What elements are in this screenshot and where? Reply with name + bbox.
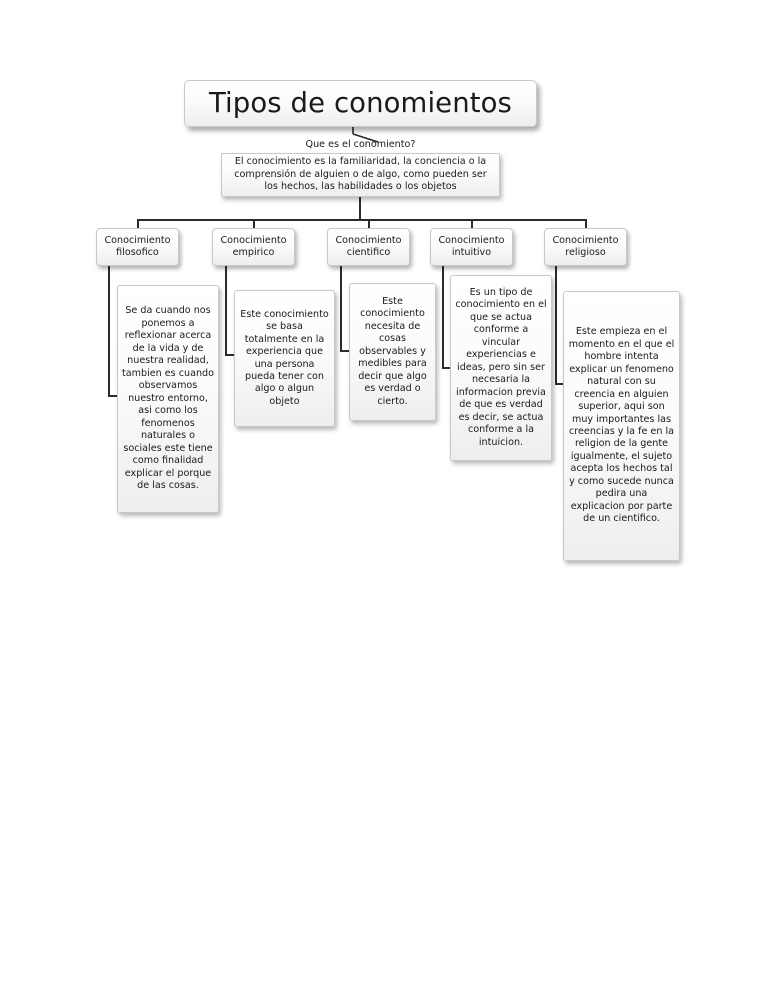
category-node-cientifico[interactable] xyxy=(327,228,410,266)
connector-elbow-v-cientifico xyxy=(340,266,342,352)
detail-node-intuitivo[interactable] xyxy=(450,275,552,461)
root-definition-box[interactable] xyxy=(221,153,500,197)
detail-text-intuitivo: Es un tipo de conocimiento en el que se actua conforme a vincular experiencias e ideas, pero sin ser necesaria la informacion previa de que es verdad es decir, se actua conforme a la intuicion. xyxy=(455,286,547,448)
category-node-empirico[interactable] xyxy=(212,228,295,266)
category-node-religioso[interactable] xyxy=(544,228,627,266)
connector-distribution-bar xyxy=(137,219,585,221)
diagram-title-text: Tipos de conomientos xyxy=(209,87,512,120)
connector-elbow-v-religioso xyxy=(555,266,557,385)
detail-node-religioso[interactable] xyxy=(563,291,680,561)
category-label-intuitivo: Conocimiento intuitivo xyxy=(438,234,505,258)
detail-text-empirico: Este conocimiento se basa totalmente en la experiencia que una persona pueda tener con algo o algun objeto xyxy=(240,308,329,407)
category-label-cientifico: Conocimiento cientifico xyxy=(335,234,402,258)
connector-elbow-v-intuitivo xyxy=(442,266,444,369)
detail-node-filosofico[interactable] xyxy=(117,285,219,513)
category-label-religioso: Conocimiento religioso xyxy=(552,234,619,258)
detail-text-cientifico: Este conocimiento necesita de cosas observables y medibles para decir que algo es verdad o cierto. xyxy=(358,295,427,407)
diagram-title-box[interactable] xyxy=(184,80,537,127)
detail-text-filosofico: Se da cuando nos ponemos a reflexionar acerca de la vida y de nuestra realidad, tambien es cuando observamos nuestro entorno, asi como los fenomenos naturales o sociales este tiene como finalidad explicar el porque de las cosas. xyxy=(122,305,214,492)
detail-node-empirico[interactable] xyxy=(234,290,335,427)
connector-elbow-v-filosofico xyxy=(108,266,110,397)
root-question-label: Que es el conomiento? xyxy=(305,139,416,150)
detail-text-religioso: Este empieza en el momento en el que el hombre intenta explicar un fenomeno natural con su creencia en alguien superior, aqui son muy importantes las creencias y la fe en la religion de la gente igualmente, el sujeto acepta los hechos tal y como sucede nunca pedira una explicacion por parte de un cientifico. xyxy=(568,326,675,525)
category-label-filosofico: Conocimiento filosofico xyxy=(104,234,171,258)
connector-root-trunk xyxy=(359,197,361,220)
connector-elbow-v-empirico xyxy=(225,266,227,356)
detail-node-cientifico[interactable] xyxy=(349,283,436,421)
category-label-empirico: Conocimiento empirico xyxy=(220,234,287,258)
root-definition-text: El conocimiento es la familiaridad, la conciencia o la comprensión de alguien o de algo, como pueden ser los hechos, las habilidades o los objetos xyxy=(234,155,487,193)
category-node-filosofico[interactable] xyxy=(96,228,179,266)
category-node-intuitivo[interactable] xyxy=(430,228,513,266)
